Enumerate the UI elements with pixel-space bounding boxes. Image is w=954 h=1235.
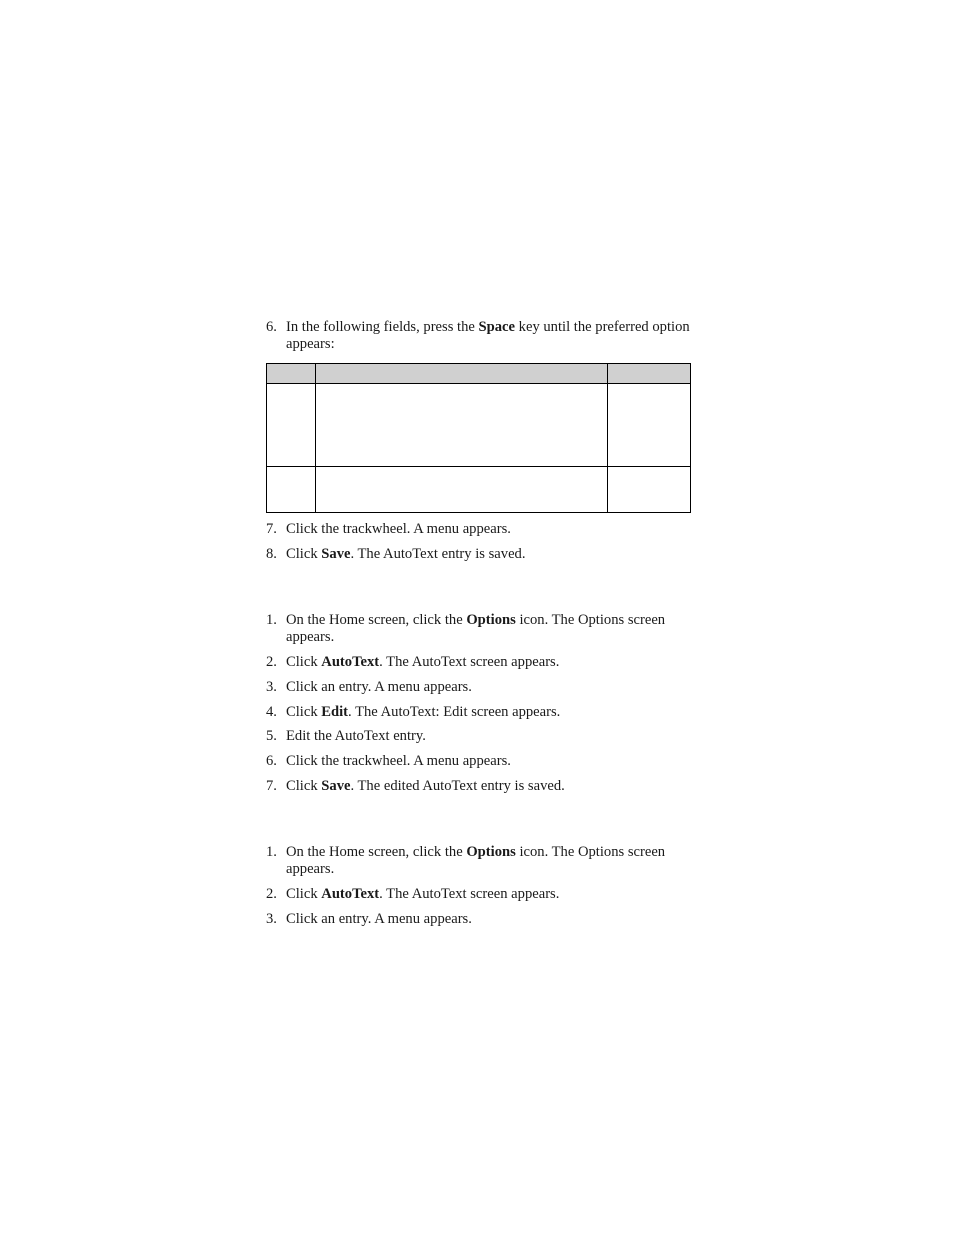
step-text: Click AutoText. The AutoText screen appears. [286, 654, 560, 670]
step-number: 8. [266, 546, 277, 562]
table-cell [608, 467, 691, 513]
step-item [266, 521, 691, 538]
step-text: In the following fields, press the Space key until the preferred option appears: [286, 319, 690, 352]
table-header-row [267, 364, 691, 384]
table-cell [316, 467, 608, 513]
step-item [266, 546, 691, 563]
step-text: Click an entry. A menu appears. [286, 679, 472, 695]
step-text: Click Edit. The AutoText: Edit screen appears. [286, 704, 561, 720]
header-cell [608, 364, 691, 384]
step-item [266, 319, 691, 353]
step-item [266, 728, 691, 745]
table-row [267, 467, 691, 513]
step-text: Click Save. The AutoText entry is saved. [286, 546, 526, 562]
step-number: 6. [266, 753, 277, 769]
step-number: 4. [266, 704, 277, 720]
step-number: 2. [266, 886, 277, 902]
step-number: 7. [266, 778, 277, 794]
table-cell [316, 384, 608, 467]
step-text: Click the trackwheel. A menu appears. [286, 521, 511, 537]
table-row [267, 384, 691, 467]
step-number: 5. [266, 728, 277, 744]
step-number: 7. [266, 521, 277, 537]
step-text: Edit the AutoText entry. [286, 728, 426, 744]
header-cell [267, 364, 316, 384]
step-text: On the Home screen, click the Options icon. The Options screen appears. [286, 612, 666, 645]
step-text: Click the trackwheel. A menu appears. [286, 753, 511, 769]
step-item [266, 844, 691, 878]
table-cell [267, 384, 316, 467]
step-number: 3. [266, 911, 277, 927]
step-item [266, 704, 691, 721]
step-item [266, 654, 691, 671]
step-text: Click an entry. A menu appears. [286, 911, 472, 927]
step-number: 6. [266, 319, 277, 335]
options-table [266, 363, 691, 513]
step-number: 1. [266, 612, 277, 628]
step-item [266, 911, 691, 928]
step-number: 2. [266, 654, 277, 670]
step-text: Click AutoText. The AutoText screen appears. [286, 886, 560, 902]
step-text: On the Home screen, click the Options icon. The Options screen appears. [286, 844, 666, 877]
table-cell [267, 467, 316, 513]
step-number: 3. [266, 679, 277, 695]
step-item [266, 679, 691, 696]
step-item [266, 753, 691, 770]
table-cell [608, 384, 691, 467]
step-text: Click Save. The edited AutoText entry is saved. [286, 778, 565, 794]
step-number: 1. [266, 844, 277, 860]
step-item [266, 778, 691, 795]
step-item [266, 612, 691, 646]
step-item [266, 886, 691, 903]
header-cell [316, 364, 608, 384]
